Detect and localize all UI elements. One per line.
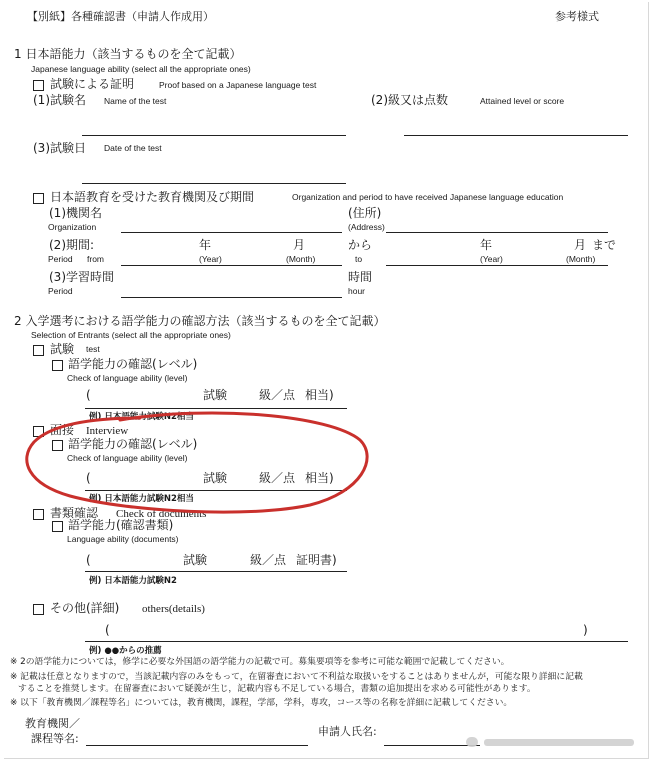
exam-kyu: 級／点	[259, 388, 296, 402]
interview-label-en: Interview	[86, 425, 129, 437]
from-label-en: from	[87, 254, 104, 264]
documents-ability-checkbox[interactable]	[52, 521, 63, 532]
test-date-label: (3)試験日	[33, 141, 86, 155]
documents-label: 書類確認	[50, 506, 99, 520]
documents-cert: 証明書)	[296, 553, 337, 567]
documents-kyu: 級／点	[250, 553, 287, 567]
section2-title: 2 入学選考における語学能力の確認方法（該当するものを全て記載）	[14, 314, 386, 328]
to-year-label-en: (Year)	[480, 254, 503, 264]
documents-checkbox[interactable]	[33, 509, 44, 520]
from-period-field[interactable]	[121, 265, 342, 266]
education-label-en: Organization and period to have received Japanese language education	[292, 192, 564, 202]
interview-shiken: 試験	[203, 471, 228, 485]
note-1: ※ 2の語学能力については，修学に必要な外国語の語学能力の記載で可。募集要項等を参考に可能な範囲で記載してください。	[10, 657, 510, 667]
exam-example: 例) 日本語能力試験N2相当	[89, 412, 194, 422]
to-period-field[interactable]	[386, 265, 608, 266]
other-paren-close: )	[583, 623, 588, 637]
test-proof-checkbox[interactable]	[33, 80, 44, 91]
section1-title: 1 日本語能力（該当するものを全て記載）	[14, 47, 242, 61]
documents-ability-label-en: Language ability (documents)	[67, 534, 179, 544]
test-date-field[interactable]	[82, 183, 346, 184]
documents-field[interactable]	[85, 571, 347, 572]
education-checkbox[interactable]	[33, 193, 44, 204]
documents-paren-open: (	[86, 553, 91, 567]
interview-check-level-label: 語学能力の確認(レベル)	[68, 437, 198, 451]
address-field[interactable]	[386, 232, 608, 233]
exam-check-level-label-en: Check of language ability (level)	[67, 373, 188, 383]
level-field[interactable]	[404, 135, 628, 136]
other-paren-open: (	[105, 623, 110, 637]
section1-title-en: Japanese language ability (select all the appropriate ones)	[31, 64, 251, 74]
hour-label-en: hour	[348, 286, 366, 296]
from-year-label: 年	[199, 238, 212, 252]
from-month-label: 月	[293, 238, 306, 252]
documents-example: 例) 日本語能力試験N2	[89, 576, 177, 586]
test-proof-label-en: Proof based on a Japanese language test	[159, 80, 317, 90]
interview-level-field[interactable]	[85, 490, 347, 491]
level-label: (2)級又は点数	[371, 93, 448, 107]
documents-label-en: Check of documents	[116, 508, 207, 520]
interview-checkbox[interactable]	[33, 426, 44, 437]
exam-label: 試験	[50, 342, 75, 356]
study-hours-field[interactable]	[121, 297, 342, 298]
test-name-label-en: Name of the test	[104, 96, 167, 106]
address-label-en: (Address)	[348, 222, 385, 232]
test-name-field[interactable]	[82, 135, 346, 136]
watermark-icon	[466, 737, 478, 747]
interview-kyu: 級／点	[259, 471, 296, 485]
applicant-name-field[interactable]	[384, 745, 480, 746]
from-year-label-en: (Year)	[199, 254, 222, 264]
exam-label-en: test	[86, 344, 100, 354]
other-label-en: others(details)	[142, 603, 205, 615]
interview-paren-open: (	[86, 471, 91, 485]
to-year-label: 年	[480, 238, 493, 252]
to-month-label: 月	[574, 238, 587, 252]
exam-shiken: 試験	[203, 388, 228, 402]
reference-label: 参考様式	[555, 10, 599, 23]
institution-label-1: 教育機関／	[25, 717, 80, 730]
study-hours-label-en: Period	[48, 286, 73, 296]
from-month-label-en: (Month)	[286, 254, 316, 264]
interview-check-level-label-en: Check of language ability (level)	[67, 453, 188, 463]
watermark-blur	[484, 739, 634, 746]
organization-label: (1)機関名	[49, 206, 102, 220]
jikan-label: 時間	[348, 270, 373, 284]
interview-example: 例) 日本語能力試験N2相当	[89, 494, 194, 504]
note-2: ※ 記載は任意となりますので，当該記載内容のみをもって，在留審査において不利益な取扱いをすることはありませんが，可能な限り詳細に記載	[10, 672, 583, 682]
test-date-label-en: Date of the test	[104, 143, 162, 153]
education-label: 日本語教育を受けた教育機関及び期間	[50, 190, 255, 204]
exam-check-level-label: 語学能力の確認(レベル)	[68, 357, 198, 371]
period-label-en: Period	[48, 254, 73, 264]
institution-label-2: 課程等名:	[31, 732, 79, 745]
section2-title-en: Selection of Entrants (select all the appropriate ones)	[31, 330, 231, 340]
institution-field[interactable]	[86, 745, 308, 746]
organization-label-en: Organization	[48, 222, 97, 232]
exam-checkbox[interactable]	[33, 345, 44, 356]
note-2-cont: することを推奨します。在留審査において疑義が生じ，記載内容も不足している場合，書類の追加提出を求める可能性があります。	[18, 684, 536, 694]
interview-label: 面接	[50, 423, 75, 437]
exam-check-level-checkbox[interactable]	[52, 360, 63, 371]
interview-check-level-checkbox[interactable]	[52, 440, 63, 451]
form-title: 【別紙】各種確認書（申請人作成用）	[27, 10, 214, 23]
applicant-name-label: 申請人氏名:	[318, 725, 377, 738]
organization-field[interactable]	[121, 232, 342, 233]
to-label-en: to	[355, 254, 363, 264]
other-label: その他(詳細)	[50, 601, 120, 615]
documents-ability-label: 語学能力(確認書類)	[68, 518, 174, 532]
exam-soto: 相当)	[305, 388, 334, 402]
test-name-label: (1)試験名	[33, 93, 86, 107]
kara-label: から	[348, 238, 373, 252]
made-label: まで	[592, 238, 617, 252]
interview-soto: 相当)	[305, 471, 334, 485]
note-3: ※ 以下「教育機関／課程等名」については，教育機関，課程，学部，学科，専攻，コース等の名称を詳細に記載してください。	[10, 698, 513, 708]
other-checkbox[interactable]	[33, 604, 44, 615]
address-label: (住所)	[348, 206, 382, 220]
exam-paren-open: (	[86, 388, 91, 402]
other-example: 例) ●●からの推薦	[89, 646, 162, 656]
to-month-label-en: (Month)	[566, 254, 596, 264]
exam-level-field[interactable]	[85, 408, 347, 409]
level-label-en: Attained level or score	[480, 96, 565, 106]
test-proof-label: 試験による証明	[50, 77, 135, 91]
period-label: (2)期間:	[49, 238, 95, 252]
documents-shiken: 試験	[183, 553, 208, 567]
other-details-field[interactable]	[85, 641, 628, 642]
study-hours-label: (3)学習時間	[49, 270, 114, 284]
